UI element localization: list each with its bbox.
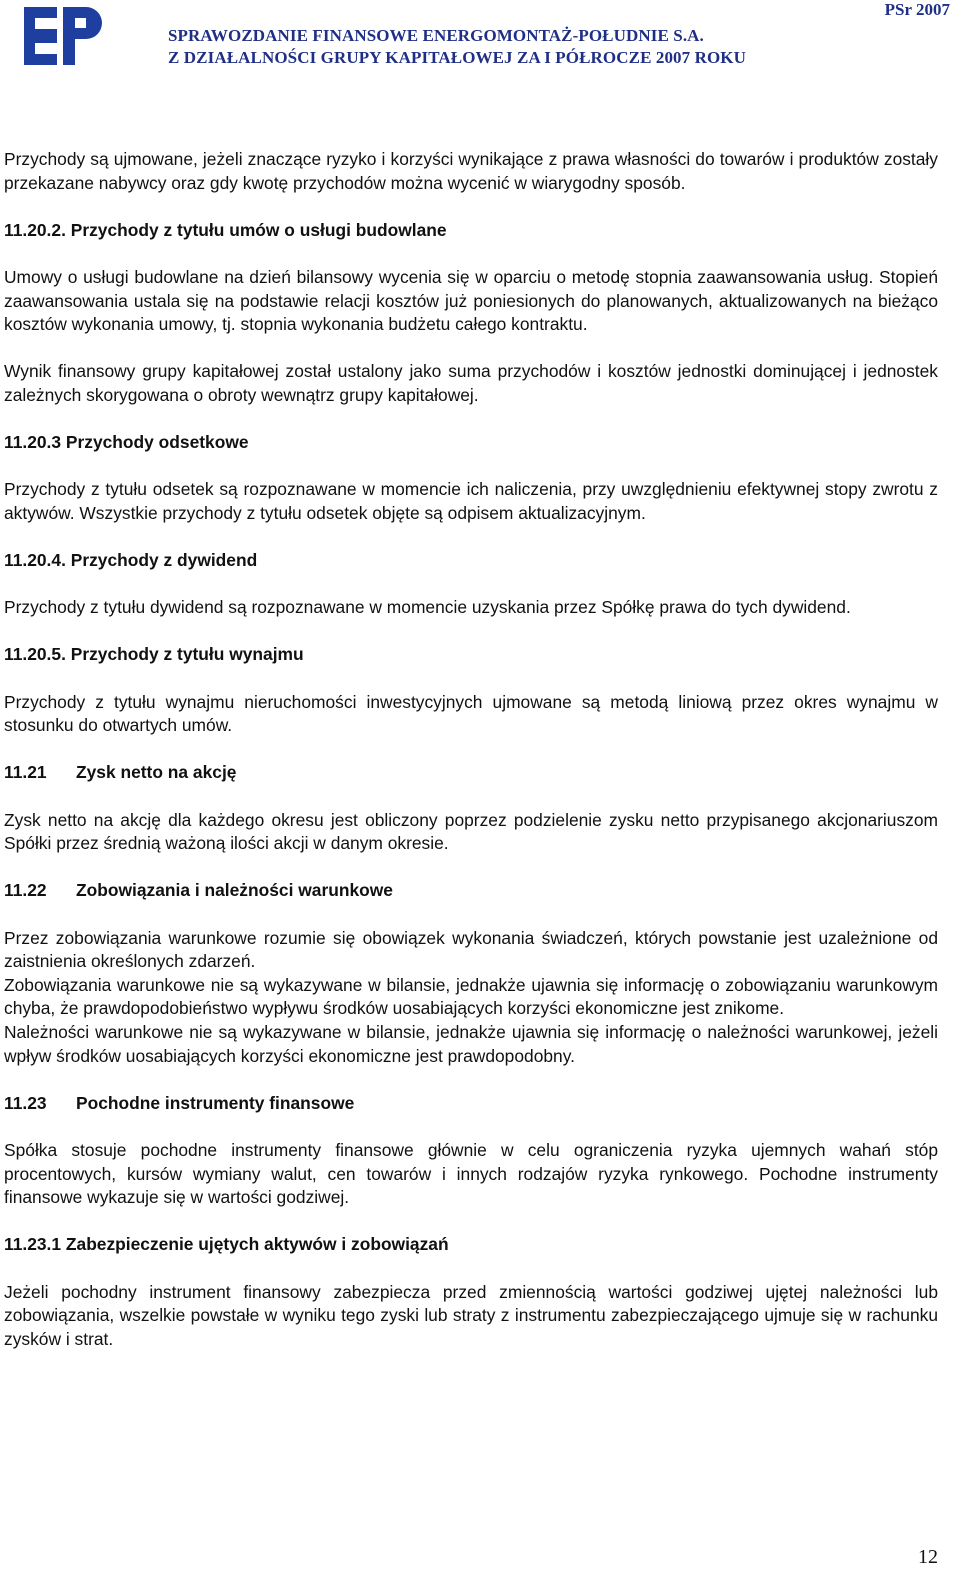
section-title: Pochodne instrumenty finansowe — [76, 1092, 355, 1113]
section-heading-11-23-1: 11.23.1 Zabezpieczenie ujętych aktywów i zobowiązań — [4, 1234, 449, 1255]
paragraph: Należności warunkowe nie są wykazywane w bilansie, jednakże ujawnia się informację o należności warunkowej, jeżeli wpływ środków uosabiających korzyści ekonomiczne jest prawdopodobny. — [4, 1021, 938, 1066]
paragraph: Przychody z tytułu odsetek są rozpoznawane w momencie ich naliczenia, przy uwzględnieniu efektywnej stopy zwrotu z aktywów. Wszystkie przychody z tytułu odsetek objęte są odpisem aktualizacyjnym. — [4, 479, 938, 523]
paragraph: Spółka stosuje pochodne instrumenty finansowe głównie w celu ograniczenia ryzyka ujemnych wahań stóp procentowych, kursów wymiany walut, cen towarów i innych rodzajów ryzyka rynkowego. Pochodne instrumenty finansowe wykazuje się w wartości godziwej. — [4, 1139, 938, 1208]
section-number: 11.22 — [4, 880, 47, 901]
report-subtitle: Z DZIAŁALNOŚCI GRUPY KAPITAŁOWEJ ZA I PÓŁROCZE 2007 ROKU — [168, 48, 747, 67]
section-title: Zysk netto na akcję — [76, 762, 237, 783]
company-logo — [24, 7, 102, 65]
section-heading-11-21 — [4, 761, 938, 785]
section-heading-11-22 — [4, 879, 938, 903]
paragraph: Zysk netto na akcję dla każdego okresu jest obliczony poprzez podzielenie zysku netto przypisanego akcjonariuszom Spółki przez średnią ważoną ilości akcji w danym okresie. — [4, 809, 938, 854]
section-heading-11-20-4: 11.20.4. Przychody z dywidend — [4, 550, 258, 571]
paragraph: Przychody z tytułu wynajmu nieruchomości inwestycyjnych ujmowane są metodą liniową przez okres wynajmu w stosunku do otwartych umów. — [4, 691, 938, 736]
paragraph: Zobowiązania warunkowe nie są wykazywane w bilansie, jednakże ujawnia się informację o zobowiązaniu warunkowym chyba, że prawdopodobieństwo wypływu środków uosabiających korzyści ekonomiczne jest znikome. — [4, 974, 938, 1019]
paragraph: Przychody są ujmowane, jeżeli znaczące ryzyko i korzyści wynikające z prawa własności do towarów i produktów zostały przekazane nabywcy oraz gdy kwotę przychodów można wycenić w wiarygodny sposób. — [4, 149, 938, 193]
page-number: 12 — [918, 1546, 938, 1568]
section-heading-11-20-2: 11.20.2. Przychody z tytułu umów o usługi budowlane — [4, 219, 447, 240]
document-body — [4, 148, 938, 1351]
paragraph: Przychody z tytułu dywidend są rozpoznawane w momencie uzyskania przez Spółkę prawa do tych dywidend. — [4, 597, 851, 618]
section-number: 11.23 — [4, 1092, 47, 1113]
paragraph: Jeżeli pochodny instrument finansowy zabezpiecza przed zmiennością wartości godziwej ujętej należności lub zobowiązania, wszelkie powstałe w wyniku tego zyski lub straty z instrumentu zabezpieczającego ujmuje się w rachunku zysków i strat. — [4, 1281, 938, 1349]
report-title: SPRAWOZDANIE FINANSOWE ENERGOMONTAŻ-POŁUDNIE S.A. — [168, 26, 704, 45]
section-number: 11.21 — [4, 762, 47, 783]
paragraph: Umowy o usługi budowlane na dzień bilansowy wycenia się w oparciu o metodę stopnia zaawansowania usług. Stopień zaawansowania ustala się na podstawie relacji kosztów już poniesionych do planowanych, aktualizowanych na bieżąco kosztów wykonania umowy, tj. stopnia wykonania budżetu całego kontraktu. — [4, 266, 938, 335]
report-code: PSr 2007 — [884, 0, 950, 19]
section-heading-11-20-3: 11.20.3 Przychody odsetkowe — [4, 432, 249, 453]
paragraph: Wynik finansowy grupy kapitałowej został ustalony jako suma przychodów i kosztów jednostki dominującej i jednostek zależnych skorygowana o obroty wewnątrz grupy kapitałowej. — [4, 361, 938, 405]
section-heading-11-23 — [4, 1092, 938, 1116]
section-title: Zobowiązania i należności warunkowe — [76, 880, 393, 901]
paragraph: Przez zobowiązania warunkowe rozumie się obowiązek wykonania świadczeń, których powstanie jest uzależnione od zaistnienia określonych zdarzeń. — [4, 927, 938, 972]
section-heading-11-20-5: 11.20.5. Przychody z tytułu wynajmu — [4, 644, 304, 665]
